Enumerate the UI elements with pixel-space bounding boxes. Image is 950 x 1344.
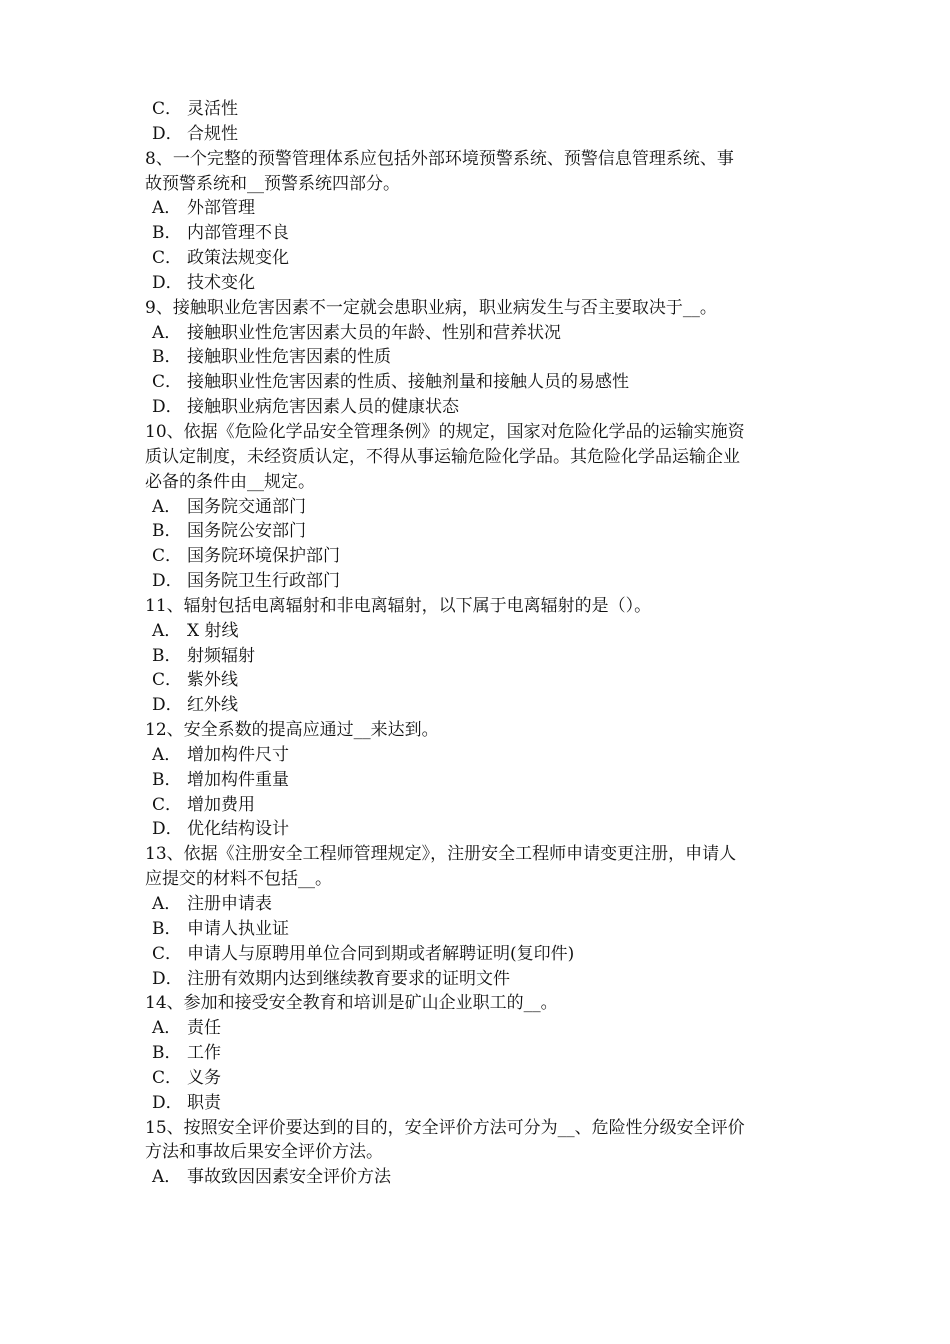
question-line: 9、接触职业危害因素不一定就会患职业病，职业病发生与否主要取决于__。 <box>145 297 717 318</box>
option-line <box>0 942 950 967</box>
option-key: D． <box>152 571 183 592</box>
option-key: D． <box>152 397 183 418</box>
option-text: 接触职业性危害因素大员的年龄、性别和营养状况 <box>187 322 561 343</box>
option-key: A． <box>152 1167 182 1188</box>
option-text: 职责 <box>187 1092 221 1113</box>
option-text: 红外线 <box>187 695 238 716</box>
option-line <box>0 668 950 693</box>
option-text: 合规性 <box>187 123 238 144</box>
option-line <box>0 768 950 793</box>
option-key: D． <box>152 819 183 840</box>
option-line <box>0 1091 950 1116</box>
option-line <box>0 97 950 122</box>
option-text: 增加构件尺寸 <box>187 744 289 765</box>
document-page <box>0 97 950 1190</box>
option-text: 国务院公安部门 <box>187 521 306 542</box>
option-text: 注册有效期内达到继续教育要求的证明文件 <box>187 968 510 989</box>
option-text: 优化结构设计 <box>187 819 289 840</box>
option-key: B． <box>152 347 182 368</box>
option-key: B． <box>152 223 182 244</box>
option-line <box>0 395 950 420</box>
option-line <box>0 544 950 569</box>
option-key: C． <box>152 943 183 964</box>
option-text: 增加构件重量 <box>187 769 289 790</box>
option-key: A． <box>152 198 182 219</box>
option-line <box>0 1041 950 1066</box>
option-key: A． <box>152 744 182 765</box>
option-text: 义务 <box>187 1067 221 1088</box>
option-text: 外部管理 <box>187 198 255 219</box>
option-key: B． <box>152 918 182 939</box>
option-text: 技术变化 <box>187 272 255 293</box>
option-line <box>0 1165 950 1190</box>
option-line <box>0 246 950 271</box>
option-line <box>0 495 950 520</box>
option-line <box>0 196 950 221</box>
option-key: A． <box>152 620 182 641</box>
option-line <box>0 817 950 842</box>
option-key: C． <box>152 248 183 269</box>
option-text: 政策法规变化 <box>187 248 289 269</box>
option-text: 事故致因因素安全评价方法 <box>187 1167 391 1188</box>
question-line: 故预警系统和__预警系统四部分。 <box>145 173 400 194</box>
option-key: C． <box>152 1067 183 1088</box>
option-key: C． <box>152 794 183 815</box>
question-line: 15、按照安全评价要达到的目的，安全评价方法可分为__、危险性分级安全评价 <box>145 1117 745 1138</box>
option-line <box>0 967 950 992</box>
option-line <box>0 271 950 296</box>
question-line: 14、参加和接受安全教育和培训是矿山企业职工的__。 <box>145 993 558 1014</box>
option-key: A． <box>152 894 182 914</box>
option-line <box>0 345 950 370</box>
option-line <box>0 693 950 718</box>
question-line: 质认定制度，未经资质认定，不得从事运输危险化学品。其危险化学品运输企业 <box>145 446 740 467</box>
option-key: C． <box>152 546 183 567</box>
option-key: B． <box>152 1043 182 1064</box>
option-text: 接触职业性危害因素的性质、接触剂量和接触人员的易感性 <box>187 372 629 393</box>
question-line: 必备的条件由__规定。 <box>145 471 315 492</box>
option-text: 内部管理不良 <box>187 223 289 244</box>
option-line <box>0 221 950 246</box>
option-key: D． <box>152 695 183 716</box>
option-line <box>0 793 950 818</box>
option-line <box>0 370 950 395</box>
option-text: 国务院卫生行政部门 <box>187 571 340 592</box>
question-line: 方法和事故后果安全评价方法。 <box>145 1142 383 1163</box>
option-text: 接触职业性危害因素的性质 <box>187 347 391 368</box>
option-key: D． <box>152 123 183 144</box>
option-text: 增加费用 <box>187 794 255 815</box>
option-line <box>0 619 950 644</box>
option-key: C． <box>152 372 183 393</box>
option-line <box>0 892 950 917</box>
option-line <box>0 321 950 346</box>
option-line <box>0 743 950 768</box>
question-line: 13、依据《注册安全工程师管理规定》，注册安全工程师申请变更注册，申请人 <box>145 844 737 865</box>
option-line <box>0 644 950 669</box>
option-text: 注册申请表 <box>187 894 272 914</box>
option-key: C． <box>152 99 183 119</box>
option-line <box>0 1066 950 1091</box>
option-line <box>0 569 950 594</box>
option-key: D． <box>152 968 183 989</box>
question-line: 11、辐射包括电离辐射和非电离辐射，以下属于电离辐射的是（）。 <box>145 595 652 616</box>
option-text: 紫外线 <box>187 670 238 691</box>
option-key: A． <box>152 1018 182 1039</box>
option-text: 射频辐射 <box>187 645 255 666</box>
option-text: 工作 <box>187 1043 221 1064</box>
option-key: C． <box>152 670 183 691</box>
option-key: A． <box>152 496 182 517</box>
option-text: 灵活性 <box>187 99 238 119</box>
option-text: 申请人执业证 <box>187 918 289 939</box>
option-line <box>0 122 950 147</box>
option-key: D． <box>152 272 183 293</box>
option-line <box>0 519 950 544</box>
option-text: 国务院环境保护部门 <box>187 546 340 567</box>
option-key: D． <box>152 1092 183 1113</box>
question-line: 10、依据《危险化学品安全管理条例》的规定，国家对危险化学品的运输实施资 <box>145 421 745 442</box>
option-key: B． <box>152 521 182 542</box>
option-key: A． <box>152 322 182 343</box>
option-line <box>0 1016 950 1041</box>
option-text: 责任 <box>187 1018 221 1039</box>
option-key: B． <box>152 769 182 790</box>
option-line <box>0 917 950 942</box>
option-text: X 射线 <box>187 620 239 641</box>
option-key: B． <box>152 645 182 666</box>
option-text: 国务院交通部门 <box>187 496 306 517</box>
question-line: 应提交的材料不包括__。 <box>145 869 332 890</box>
option-text: 接触职业病危害因素人员的健康状态 <box>187 397 459 418</box>
option-text: 申请人与原聘用单位合同到期或者解聘证明(复印件) <box>187 943 575 964</box>
question-line: 8、一个完整的预警管理体系应包括外部环境预警系统、预警信息管理系统、事 <box>145 148 734 169</box>
question-line: 12、安全系数的提高应通过__来达到。 <box>145 720 439 741</box>
